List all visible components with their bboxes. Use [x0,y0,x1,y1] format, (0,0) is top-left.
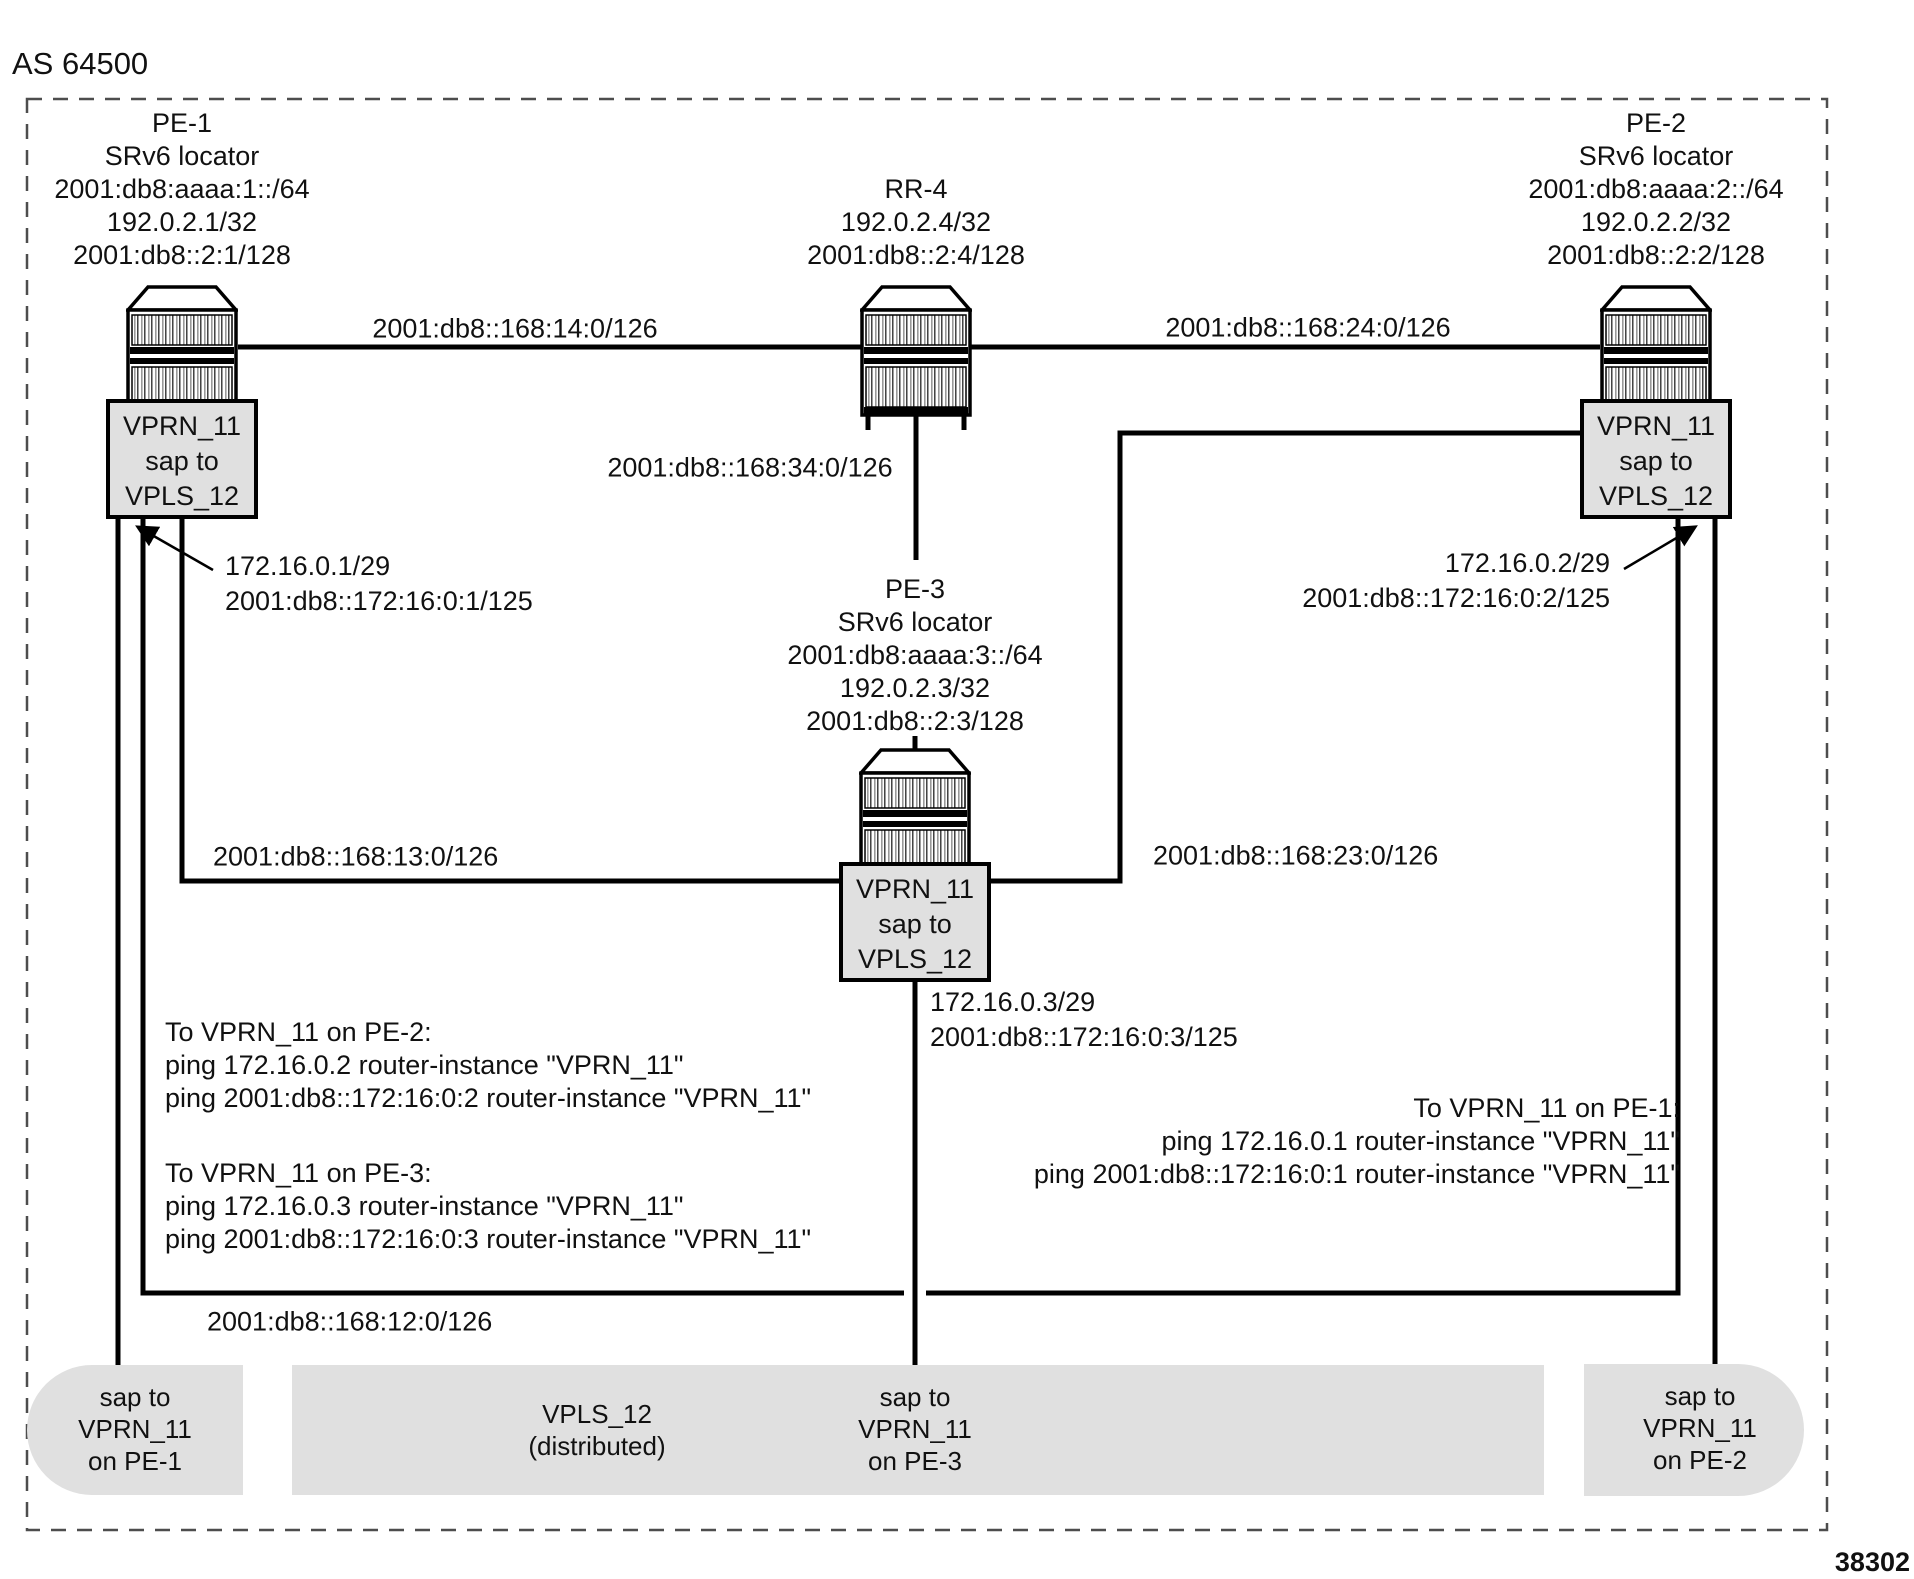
sap-address-line: 172.16.0.1/29 [225,551,391,581]
vprn-line: VPLS_12 [1598,481,1714,511]
vprn-line: sap to [1619,446,1693,476]
vprn-line: VPRN_11 [1596,411,1716,441]
vpls-box-text [477,1398,717,1462]
ping-line: ping 172.16.0.1 router-instance "VPRN_11" [1161,1126,1680,1156]
ping-note-pe1 [1034,1092,1680,1191]
vprn-line: VPLS_12 [857,944,973,974]
node-line: 2001:db8::2:2/128 [1547,240,1765,270]
node-line: SRv6 locator [1578,141,1734,171]
link-label-rr4-pe2: 2001:db8::168:24:0/126 [1165,312,1451,343]
node-line: 192.0.2.2/32 [1580,207,1732,237]
sap-address-line: 172.16.0.2/29 [1444,548,1610,578]
vpls-box [292,1365,1544,1495]
sap-box-text [1596,1380,1804,1476]
vprn-box-pe2 [1580,399,1732,519]
ping-note-pe2 [165,1016,811,1115]
sap-box-line: VPRN_11 [78,1414,192,1444]
sap-box-line: on PE-2 [1653,1445,1747,1475]
node-line: PE-1 [151,108,213,138]
vpls-line: (distributed) [528,1431,666,1461]
node-line: SRv6 locator [837,607,993,637]
node-line: 192.0.2.3/32 [839,673,991,703]
ping-line: ping 2001:db8::172:16:0:3 router-instance "VPRN_11" [165,1224,812,1254]
sap-box-line: on PE-3 [868,1446,962,1476]
sap-box-line: VPRN_11 [1643,1413,1757,1443]
node-line: 2001:db8:aaaa:2::/64 [1528,174,1784,204]
node-label-pe3 [787,573,1042,738]
vprn-box-pe3 [839,862,991,982]
link-label-pe1-pe3: 2001:db8::168:13:0/126 [213,841,499,872]
link-label-pe1-pe2: 2001:db8::168:12:0/126 [207,1306,493,1337]
ping-line: To VPRN_11 on PE-1: [1413,1093,1680,1123]
sap-address-line: 2001:db8::172:16:0:3/125 [930,1022,1238,1052]
node-line: PE-2 [1625,108,1687,138]
sap-box-text [27,1381,243,1477]
link-label-pe1-rr4: 2001:db8::168:14:0/126 [372,313,658,344]
sap-box-line: sap to [879,1382,951,1412]
node-line: 2001:db8:aaaa:1::/64 [54,174,310,204]
sap-address-line: 2001:db8::172:16:0:2/125 [1302,583,1610,613]
node-label-rr4 [807,173,1025,272]
link-label-rr4-pe3: 2001:db8::168:34:0/126 [607,452,893,483]
ping-line: ping 172.16.0.2 router-instance "VPRN_11" [165,1050,684,1080]
sap-box-pe1 [27,1365,243,1495]
sap-address-line: 2001:db8::172:16:0:1/125 [225,586,533,616]
sap-address-pe3 [930,985,1238,1055]
node-line: PE-3 [884,574,946,604]
link-label-pe3-pe2: 2001:db8::168:23:0/126 [1153,840,1439,871]
sap-box-line: sap to [1664,1381,1736,1411]
sap-address-pe1 [225,549,533,619]
ping-note-pe3 [165,1157,811,1256]
node-line: 2001:db8::2:4/128 [807,240,1025,270]
node-label-pe2 [1528,107,1783,272]
as-label: AS 64500 [12,46,149,81]
node-line: 192.0.2.1/32 [106,207,258,237]
node-line: 2001:db8:aaaa:3::/64 [787,640,1043,670]
ping-line: To VPRN_11 on PE-3: [165,1158,432,1188]
node-line: 2001:db8::2:1/128 [73,240,291,270]
ping-line: ping 2001:db8::172:16:0:2 router-instance "VPRN_11" [165,1083,812,1113]
vprn-line: sap to [145,446,219,476]
node-line: SRv6 locator [104,141,260,171]
link-pe3-pe2 [988,433,1582,881]
router-rr4 [860,285,972,433]
sap-box-line: VPRN_11 [858,1414,972,1444]
vprn-box-pe1 [106,399,258,519]
sap-box-pe3-text [795,1381,1035,1477]
node-line: RR-4 [884,174,948,204]
vprn-line: sap to [878,909,952,939]
ping-line: ping 172.16.0.3 router-instance "VPRN_11" [165,1191,684,1221]
vprn-line: VPRN_11 [855,874,975,904]
figure-number: 38302 [1834,1547,1910,1577]
node-label-pe1 [54,107,309,272]
arrow-to-pe2-sap [1624,527,1695,569]
vprn-line: VPRN_11 [122,411,242,441]
sap-box-pe2 [1584,1364,1804,1496]
ping-line: ping 2001:db8::172:16:0:1 router-instance "VPRN_11" [1033,1159,1680,1189]
sap-box-line: sap to [99,1382,171,1412]
arrow-to-pe1-sap [138,527,213,570]
node-line: 192.0.2.4/32 [840,207,992,237]
sap-address-line: 172.16.0.3/29 [930,987,1096,1017]
vpls-line: VPLS_12 [542,1399,652,1429]
node-line: 2001:db8::2:3/128 [806,706,1024,736]
sap-address-pe2 [1302,546,1610,616]
vprn-line: VPLS_12 [124,481,240,511]
sap-box-line: on PE-1 [88,1446,182,1476]
ping-line: To VPRN_11 on PE-2: [165,1017,432,1047]
router-icon [860,285,972,433]
